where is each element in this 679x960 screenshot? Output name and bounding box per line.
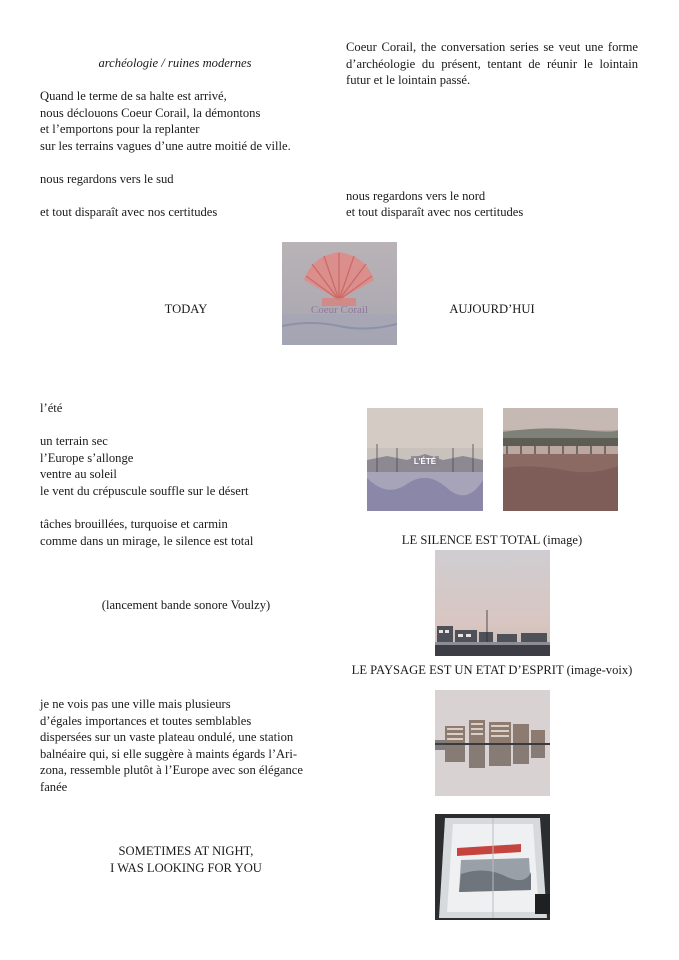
night-caption [40, 843, 332, 876]
stanza-line: l’Europe s’allonge [40, 450, 134, 465]
stanza-line: un terrain sec [40, 434, 108, 448]
intro-paragraph: Coeur Corail, the conversation series se veut une forme d’archéologie du présent, tentant de réunir le lointain futur et le lointain passé. [346, 40, 638, 87]
stanza-line: d’égales importances et toutes semblables [40, 713, 252, 728]
stanza-city [40, 696, 303, 795]
stanza-line: et l’emportons pour la replanter [40, 122, 200, 136]
ete-overlay-text: L’ÉTÉ [413, 457, 437, 466]
stanza-line: le vent du crépuscule souffle sur le désert [40, 483, 249, 498]
logo-text: Coeur Corail [310, 304, 369, 316]
north-end-line: et tout disparaît avec nos certitudes [346, 205, 524, 219]
stanza-intro [40, 88, 291, 154]
ete-label: l’été [40, 401, 63, 415]
stanza-line: Quand le terme de sa halte est arrivé, [40, 89, 227, 103]
stanza-line: balnéaire qui, si elle suggère à maints égards l’Ari- [40, 746, 298, 761]
stanza-desert [40, 433, 249, 499]
silence-caption: LE SILENCE EST TOTAL (image) [401, 533, 583, 547]
ete-landscape-image [367, 408, 483, 511]
stanza-line: tâches brouillées, turquoise et carmin [40, 517, 228, 531]
stanza-line: nous déclouons Coeur Corail, la démontons [40, 105, 261, 120]
today-label: TODAY [164, 302, 208, 316]
coeur-corail-logo-image [282, 242, 397, 345]
stanza-line: zona, ressemble plutôt à l’Europe avec son élégance [40, 763, 303, 777]
south-end-line: et tout disparaît avec nos certitudes [40, 205, 218, 219]
stanza-line: comme dans un mirage, le silence est total [40, 533, 254, 548]
lightbox-installation-image [435, 814, 550, 920]
night-line: I WAS LOOKING FOR YOU [110, 860, 262, 875]
stanza-line: fanée [40, 779, 68, 794]
stanza-line: je ne vois pas une ville mais plusieurs [40, 697, 231, 711]
mirrored-towers-image [435, 690, 550, 796]
pier-landscape-image [503, 408, 618, 511]
stanza-mirage [40, 516, 253, 549]
stanza-line: sur les terrains vagues d’une autre moitié de ville. [40, 138, 291, 153]
section-heading: archéologie / ruines modernes [98, 56, 252, 70]
aujourdhui-label: AUJOURD’HUI [449, 302, 535, 316]
night-line: SOMETIMES AT NIGHT, [118, 844, 254, 858]
north-line: nous regardons vers le nord [346, 189, 486, 203]
paysage-caption: LE PAYSAGE EST UN ETAT D’ESPRIT (image-voix) [351, 663, 633, 677]
soundtrack-note: (lancement bande sonore Voulzy) [101, 598, 271, 612]
seaside-buildings-image [435, 550, 550, 656]
stanza-line: dispersées sur un vaste plateau ondulé, une station [40, 730, 294, 744]
south-line: nous regardons vers le sud [40, 172, 174, 186]
stanza-line: ventre au soleil [40, 467, 117, 481]
